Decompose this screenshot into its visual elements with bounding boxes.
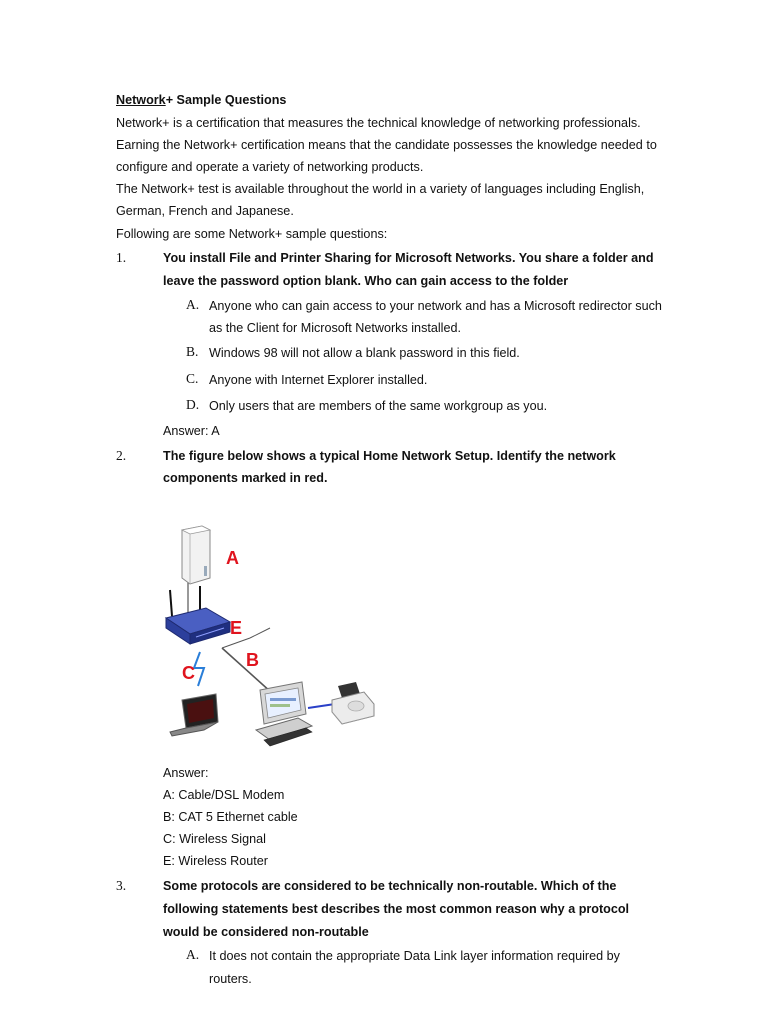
intro-line: Network+ is a certification that measures the technical knowledge of networking professionals. <box>116 116 641 130</box>
question-text: would be considered non-routable <box>163 925 369 939</box>
wireless-signal-icon <box>194 652 204 686</box>
option-text: Anyone who can gain access to your network and has a Microsoft redirector such <box>209 299 662 313</box>
question-text: following statements best describes the most common reason why a protocol <box>163 902 630 916</box>
figure-label-a: A <box>226 548 239 568</box>
wireless-router-icon <box>166 586 230 644</box>
option-text: Only users that are members of the same workgroup as you. <box>209 399 548 413</box>
figure-label-e: E <box>230 618 243 638</box>
option-text: Windows 98 will not allow a blank password in this field. <box>209 346 520 360</box>
page-title <box>116 92 286 108</box>
option-letter: A. <box>186 297 200 312</box>
home-network-figure <box>160 518 390 758</box>
figure-label-b: B <box>246 650 259 670</box>
title-underlined: Network <box>116 93 166 107</box>
question-number: 2. <box>116 448 127 463</box>
title-rest: + Sample Questions <box>165 93 287 107</box>
option-text: as the Client for Microsoft Networks installed. <box>209 321 461 335</box>
intro-line: Earning the Network+ certification means that the candidate possesses the knowledge needed to <box>116 138 657 152</box>
option-text: Anyone with Internet Explorer installed. <box>209 373 428 387</box>
intro-line: German, French and Japanese. <box>116 204 294 218</box>
answer-text: Answer: A <box>163 424 220 438</box>
intro-line: configure and operate a variety of networking products. <box>116 160 424 174</box>
question-number: 3. <box>116 878 127 893</box>
laptop-icon <box>170 694 218 736</box>
figure-label-c: C <box>182 663 195 683</box>
option-text: routers. <box>209 972 252 986</box>
question-text: Some protocols are considered to be technically non-routable. Which of the <box>163 879 617 893</box>
question-text: You install File and Printer Sharing for Microsoft Networks. You share a folder and <box>163 251 654 265</box>
answer-line: B: CAT 5 Ethernet cable <box>163 810 298 824</box>
cable-modem-icon <box>182 526 210 584</box>
option-letter: B. <box>186 344 199 359</box>
answer-heading: Answer: <box>163 766 209 780</box>
intro-line: The Network+ test is available throughout the world in a variety of languages including English, <box>116 182 645 196</box>
option-letter: A. <box>186 947 200 962</box>
option-text: It does not contain the appropriate Data Link layer information required by <box>209 949 620 963</box>
answer-line: A: Cable/DSL Modem <box>163 788 285 802</box>
question-number: 1. <box>116 250 127 265</box>
option-letter: C. <box>186 371 199 386</box>
printer-icon <box>332 682 374 724</box>
answer-line: E: Wireless Router <box>163 854 268 868</box>
answer-line: C: Wireless Signal <box>163 832 266 846</box>
intro-line: Following are some Network+ sample questions: <box>116 227 388 241</box>
printer-cable <box>308 704 335 708</box>
option-letter: D. <box>186 397 200 412</box>
question-text: leave the password option blank. Who can gain access to the folder <box>163 274 569 288</box>
desktop-computer-icon <box>256 682 312 746</box>
question-text: The figure below shows a typical Home Network Setup. Identify the network <box>163 449 616 463</box>
question-text: components marked in red. <box>163 471 328 485</box>
